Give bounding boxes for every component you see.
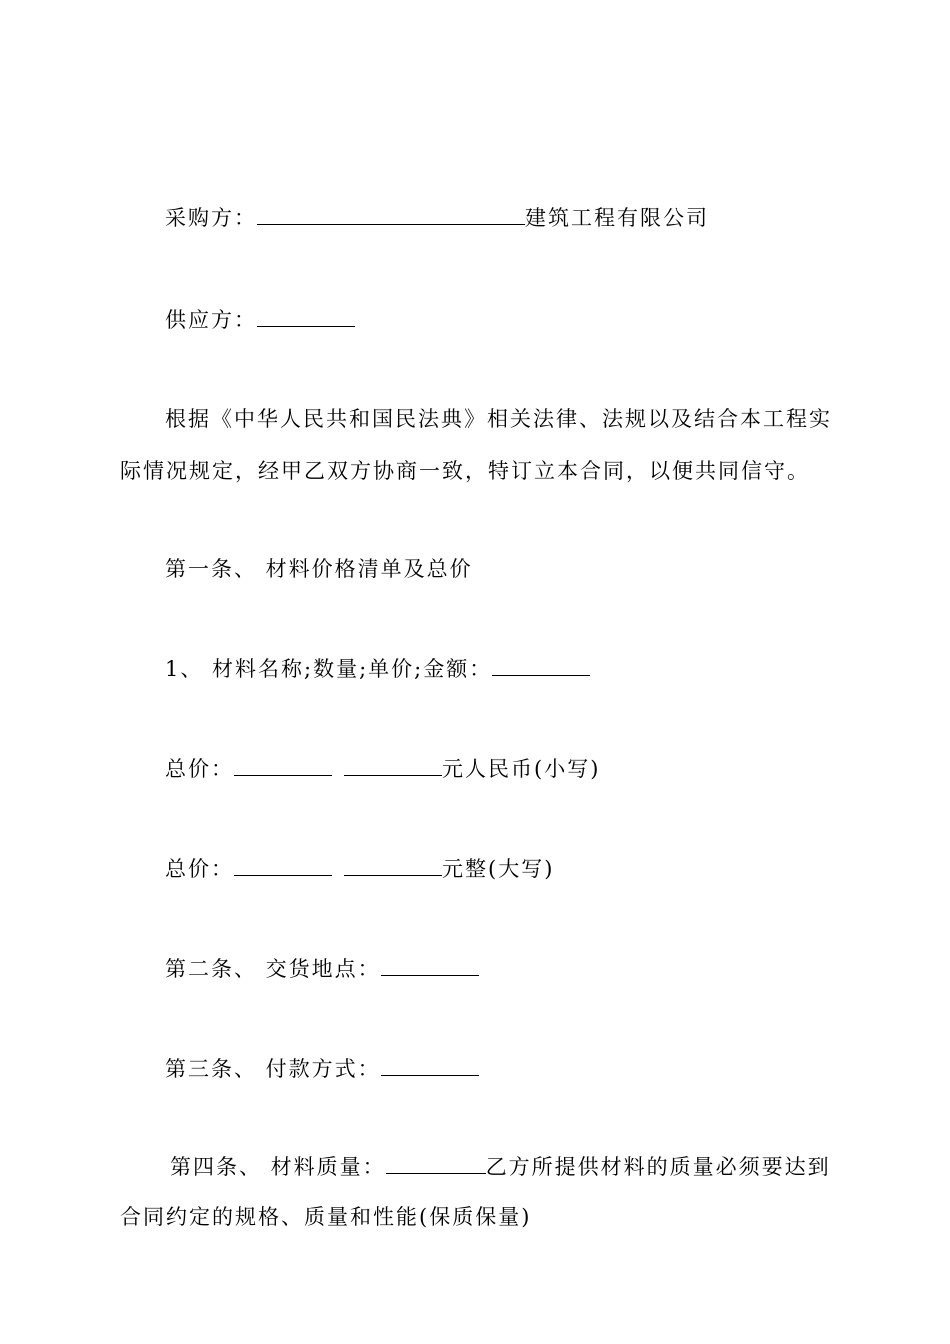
buyer-line	[165, 204, 709, 232]
article-3-label: 第三条、 付款方式：	[165, 1057, 381, 1081]
total-large-suffix: 元整(大写)	[442, 857, 555, 881]
supplier-label: 供应方：	[165, 308, 257, 332]
total-large-line	[165, 855, 554, 883]
buyer-suffix: 建筑工程有限公司	[525, 206, 709, 230]
article-1-title: 第一条、 材料价格清单及总价	[165, 557, 473, 581]
total-large-blank-1[interactable]	[234, 857, 332, 876]
article-2-blank[interactable]	[381, 957, 479, 976]
preamble-line-2: 际情况规定，经甲乙双方协商一致，特订立本合同，以便共同信守。	[120, 459, 810, 483]
total-small-line	[165, 755, 600, 783]
article-3-blank[interactable]	[381, 1057, 479, 1076]
article-4-suffix: 乙方所提供材料的质量必须要达到	[485, 1155, 831, 1179]
article-2-label: 第二条、 交货地点：	[165, 957, 381, 981]
article-4-label: 第四条、 材料质量：	[170, 1155, 386, 1179]
article-2-line	[165, 955, 479, 983]
total-large-label: 总价：	[165, 857, 234, 881]
buyer-label: 采购方：	[165, 206, 257, 230]
item-1-label: 1、 材料名称;数量;单价;金额：	[165, 657, 493, 681]
article-4-line-2: 合同约定的规格、质量和性能(保质保量)	[120, 1205, 532, 1229]
supplier-line	[165, 306, 355, 334]
preamble-line-1: 根据《中华人民共和国民法典》相关法律、法规以及结合本工程实	[165, 407, 832, 431]
article-4-blank[interactable]	[386, 1155, 486, 1174]
total-small-label: 总价：	[165, 757, 234, 781]
total-large-blank-2[interactable]	[344, 857, 442, 876]
total-small-suffix: 元人民币(小写)	[442, 757, 601, 781]
item-1-line	[165, 655, 590, 683]
buyer-name-blank[interactable]	[257, 206, 525, 225]
item-1-blank[interactable]	[492, 657, 590, 676]
article-3-line	[165, 1055, 479, 1083]
supplier-name-blank[interactable]	[257, 308, 355, 327]
total-small-blank-1[interactable]	[234, 757, 332, 776]
total-small-blank-2[interactable]	[344, 757, 442, 776]
article-4-line-1	[170, 1153, 831, 1181]
